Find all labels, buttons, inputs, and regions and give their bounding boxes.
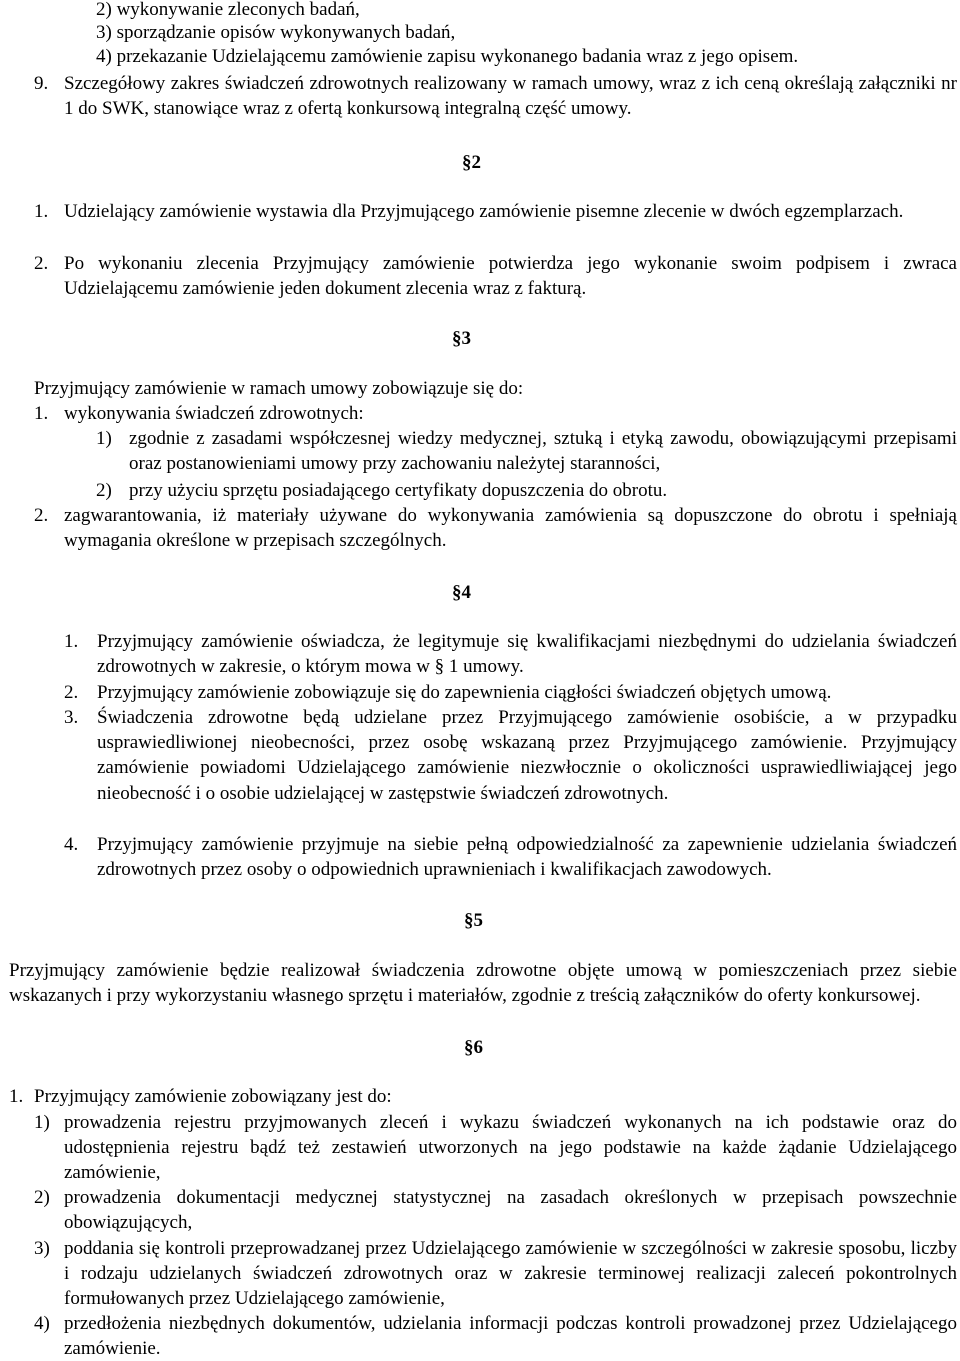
- item-number: 2.: [34, 505, 49, 526]
- item-number: 3.: [64, 707, 79, 728]
- list-item: 2) wykonywanie zleconych badań,: [96, 0, 360, 20]
- list-item: zagwarantowania, iż materiały używane do wykonywania zamówienia są dopuszczone do obrotu i spełniają wymagania określone w przepisach szczególnych.: [64, 505, 957, 552]
- item-number: 4.: [64, 834, 79, 855]
- paragraph: Po wykonaniu zlecenia Przyjmujący zamówienie potwierdza jego wykonanie swoim podpisem i zwraca Udzielającemu zamówienie jeden dokument zlecenia wraz z fakturą.: [64, 253, 957, 300]
- item-number: 2.: [34, 253, 49, 274]
- paragraph: Szczegółowy zakres świadczeń zdrowotnych realizowany w ramach umowy, wraz z ich ceną określają załączniki nr 1 do SWK, stanowiące wraz z ofertą konkursową integralną część umowy.: [64, 73, 957, 120]
- paragraph: Przyjmujący zamówienie w ramach umowy zobowiązuje się do:: [34, 378, 524, 399]
- section-heading: §2: [462, 152, 481, 173]
- section-heading: §4: [452, 582, 471, 603]
- item-number: 3): [34, 1238, 50, 1259]
- section-heading: §6: [464, 1037, 483, 1058]
- section-heading: §3: [452, 328, 471, 349]
- list-item: prowadzenia dokumentacji medycznej statystycznej na zasadach określonych w przepisach powszechnie obowiązujących,: [64, 1187, 957, 1234]
- list-item: Przyjmujący zamówienie przyjmuje na siebie pełną odpowiedzialność za zapewnienie udzielania świadczeń zdrowotnych przez osoby o odpowiednich uprawnieniach i kwalifikacjach zawodowych.: [97, 834, 957, 881]
- list-item: przy użyciu sprzętu posiadającego certyfikaty dopuszczenia do obrotu.: [129, 480, 668, 501]
- item-number: 2): [96, 480, 112, 501]
- item-number: 1): [34, 1112, 50, 1133]
- paragraph: Udzielający zamówienie wystawia dla Przyjmującego zamówienie pisemne zlecenie w dwóch egzemplarzach.: [64, 201, 904, 222]
- list-item: Przyjmujący zamówienie zobowiązany jest do:: [34, 1086, 392, 1107]
- item-number: 1.: [34, 403, 49, 424]
- item-number: 1): [96, 428, 112, 449]
- list-item: prowadzenia rejestru przyjmowanych zleceń i wykazu świadczeń wykonanych na ich podstawie oraz do udostępnienia rejestru bądź też zestawień utworzonych na jego podstawie na każde żądanie Udzielającego zamówienie,: [64, 1112, 957, 1184]
- paragraph: Przyjmujący zamówienie będzie realizował świadczenia zdrowotne objęte umową w pomieszczeniach przez siebie wskazanych i przy wykorzystaniu własnego sprzętu i materiałów, zgodnie z treścią załączników do oferty konkursowej.: [9, 960, 957, 1007]
- item-number: 2.: [64, 682, 79, 703]
- item-number: 1.: [9, 1086, 24, 1107]
- list-item: 3) sporządzanie opisów wykonywanych badań,: [96, 22, 456, 43]
- list-item: 4) przekazanie Udzielającemu zamówienie zapisu wykonanego badania wraz z jego opisem.: [96, 46, 799, 67]
- list-item: zgodnie z zasadami współczesnej wiedzy medycznej, sztuką i etyką zawodu, obowiązującymi przepisami oraz postanowieniami umowy przy zachowaniu należytej staranności,: [129, 428, 957, 475]
- list-item: poddania się kontroli przeprowadzanej przez Udzielającego zamówienie w szczególności w zakresie sposobu, liczby i rodzaju udzielanych świadczeń zdrowotnych oraz w zakresie terminowej realizacji zaleceń pokontrolnych formułowanych przez Udzielającego zamówienie,: [64, 1238, 957, 1310]
- item-number: 2): [34, 1187, 50, 1208]
- item-number: 9.: [34, 73, 49, 94]
- item-number: 1.: [34, 201, 49, 222]
- section-heading: §5: [464, 910, 483, 931]
- item-number: 4): [34, 1313, 50, 1334]
- list-item: wykonywania świadczeń zdrowotnych:: [64, 403, 364, 424]
- item-number: 1.: [64, 631, 79, 652]
- list-item: Świadczenia zdrowotne będą udzielane przez Przyjmującego zamówienie osobiście, a w przypadku usprawiedliwionej nieobecności, przez osobę wskazaną przez Przyjmującego zamówienie. Przyjmujący zamówienie powiadomi Udzielającego zamówienie niezwłocznie o okoliczności usprawiedliwiającej jego nieobecność i o osobie udzielającej w zastępstwie świadczeń zdrowotnych.: [97, 707, 957, 804]
- list-item: Przyjmujący zamówienie oświadcza, że legitymuje się kwalifikacjami niezbędnymi do udzielania świadczeń zdrowotnych w zakresie, o którym mowa w § 1 umowy.: [97, 631, 957, 678]
- list-item: przedłożenia niezbędnych dokumentów, udzielania informacji podczas kontroli prowadzonej przez Udzielającego zamówienie.: [64, 1313, 957, 1360]
- list-item: Przyjmujący zamówienie zobowiązuje się do zapewnienia ciągłości świadczeń objętych umową.: [97, 682, 832, 703]
